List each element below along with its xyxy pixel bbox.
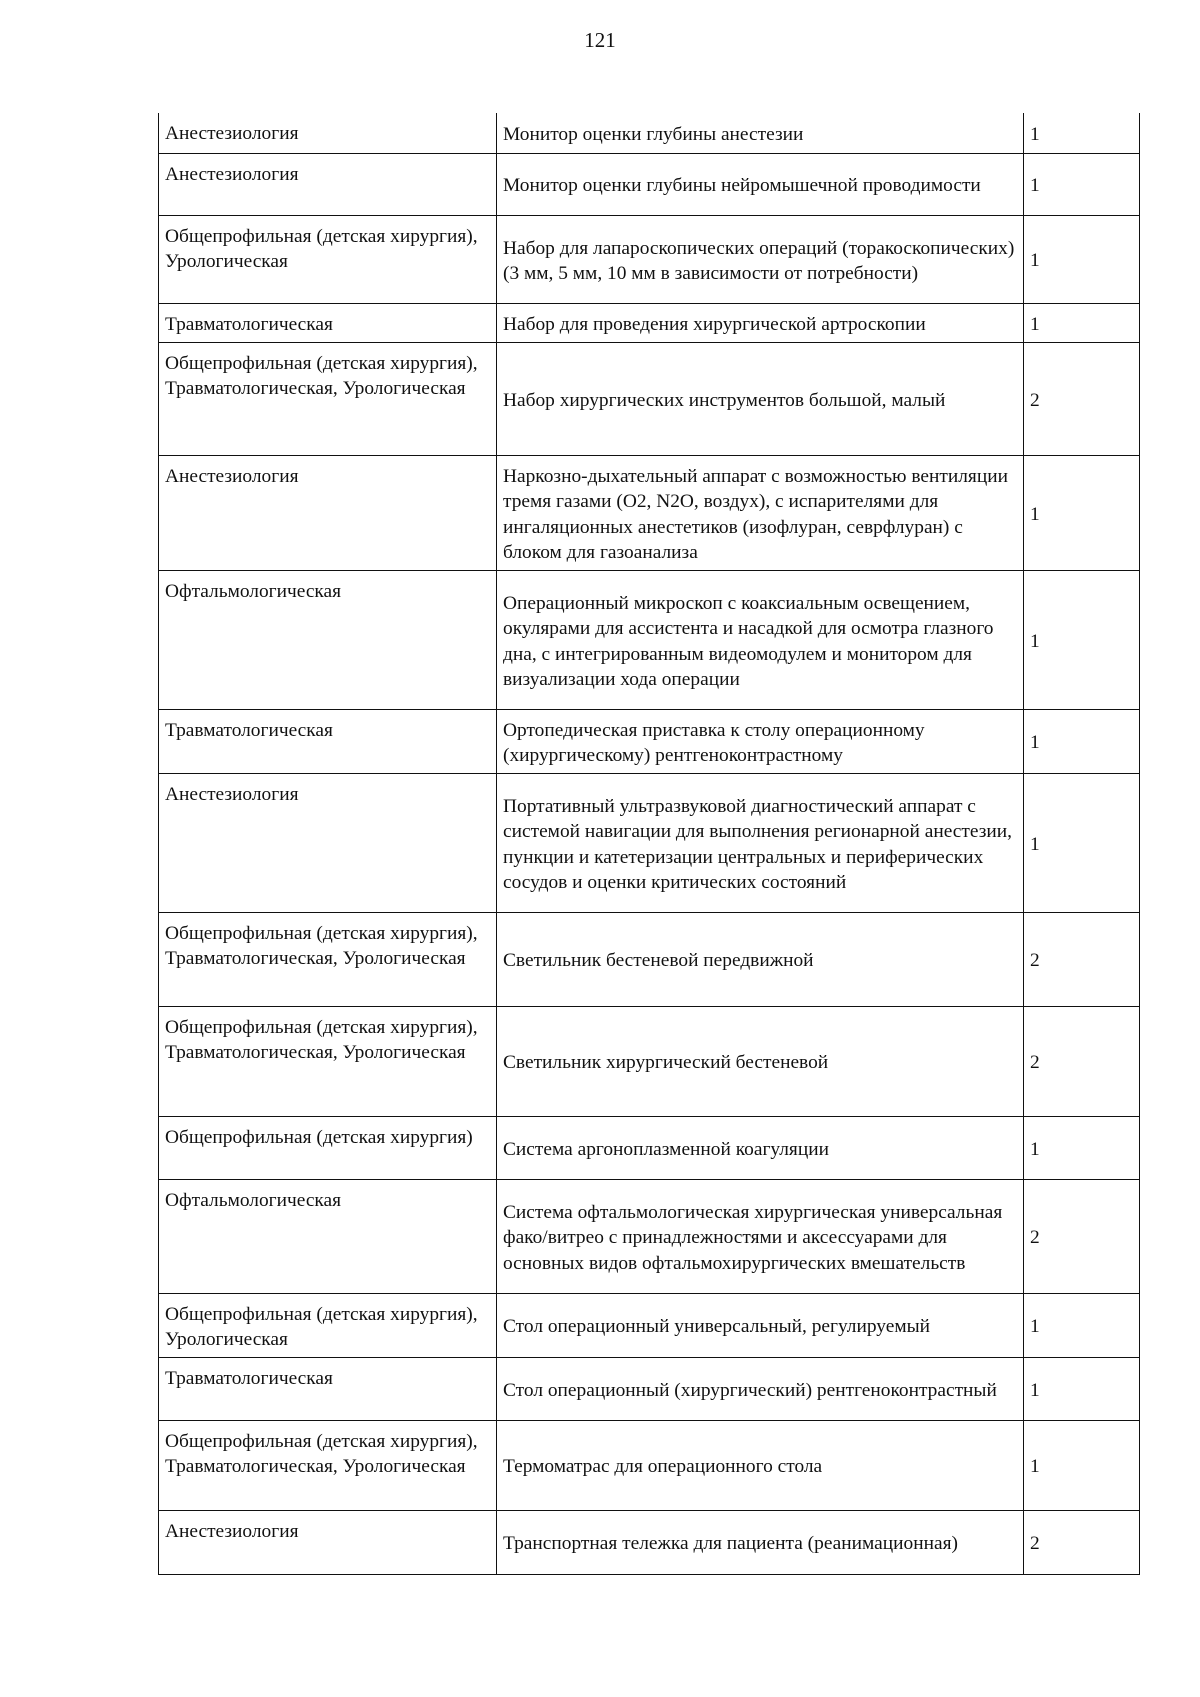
- department-cell: Анестезиология: [159, 113, 497, 153]
- quantity-cell: 2: [1024, 342, 1140, 455]
- table-row: [159, 912, 1140, 1006]
- quantity-cell: 1: [1024, 113, 1140, 153]
- department-cell: Анестезиология: [159, 455, 497, 570]
- department-cell: Общепрофильная (детская хирургия), Урологическая: [159, 1293, 497, 1357]
- table-row: [159, 455, 1140, 570]
- quantity-cell: 1: [1024, 303, 1140, 342]
- table-row: [159, 113, 1140, 153]
- department-cell: Общепрофильная (детская хирургия): [159, 1116, 497, 1179]
- equipment-item-cell: Система аргоноплазменной коагуляции: [497, 1116, 1024, 1179]
- department-cell: Офтальмологическая: [159, 570, 497, 709]
- department-cell: Анестезиология: [159, 773, 497, 912]
- department-cell: Анестезиология: [159, 1510, 497, 1574]
- table-row: [159, 1420, 1140, 1510]
- equipment-item-cell: Транспортная тележка для пациента (реанимационная): [497, 1510, 1024, 1574]
- quantity-cell: 2: [1024, 1179, 1140, 1293]
- table-row: [159, 215, 1140, 303]
- quantity-cell: 2: [1024, 1006, 1140, 1116]
- quantity-cell: 1: [1024, 455, 1140, 570]
- quantity-cell: 2: [1024, 912, 1140, 1006]
- table-row: [159, 1357, 1140, 1420]
- quantity-cell: 1: [1024, 709, 1140, 773]
- equipment-item-cell: Стол операционный универсальный, регулируемый: [497, 1293, 1024, 1357]
- table-row: [159, 570, 1140, 709]
- equipment-item-cell: Монитор оценки глубины анестезии: [497, 113, 1024, 153]
- quantity-cell: 1: [1024, 773, 1140, 912]
- equipment-item-cell: Набор для проведения хирургической артроскопии: [497, 303, 1024, 342]
- department-cell: Травматологическая: [159, 1357, 497, 1420]
- table-row: [159, 1510, 1140, 1574]
- equipment-item-cell: Операционный микроскоп с коаксиальным освещением, окулярами для ассистента и насадкой для осмотра глазного дна, с интегрированным видеомодулем и монитором для визуализации хода операции: [497, 570, 1024, 709]
- quantity-cell: 1: [1024, 570, 1140, 709]
- equipment-item-cell: Набор хирургических инструментов большой, малый: [497, 342, 1024, 455]
- quantity-cell: 1: [1024, 1357, 1140, 1420]
- equipment-item-cell: Светильник хирургический бестеневой: [497, 1006, 1024, 1116]
- quantity-cell: 1: [1024, 1293, 1140, 1357]
- department-cell: Общепрофильная (детская хирургия), Травматологическая, Урологическая: [159, 912, 497, 1006]
- table-row: [159, 1179, 1140, 1293]
- department-cell: Общепрофильная (детская хирургия), Урологическая: [159, 215, 497, 303]
- table-row: [159, 1293, 1140, 1357]
- table-body: [159, 113, 1140, 1574]
- equipment-item-cell: Система офтальмологическая хирургическая универсальная фако/витрео с принадлежностями и аксессуарами для основных видов офтальмохирургических вмешательств: [497, 1179, 1024, 1293]
- equipment-item-cell: Набор для лапароскопических операций (торакоскопических) (3 мм, 5 мм, 10 мм в зависимости от потребности): [497, 215, 1024, 303]
- table-row: [159, 773, 1140, 912]
- department-cell: Общепрофильная (детская хирургия), Травматологическая, Урологическая: [159, 1420, 497, 1510]
- table-row: [159, 1116, 1140, 1179]
- equipment-item-cell: Ортопедическая приставка к столу операционному (хирургическому) рентгеноконтрастному: [497, 709, 1024, 773]
- equipment-item-cell: Монитор оценки глубины нейромышечной проводимости: [497, 153, 1024, 215]
- table-row: [159, 1006, 1140, 1116]
- equipment-item-cell: Портативный ультразвуковой диагностический аппарат с системой навигации для выполнения регионарной анестезии, пункции и катетеризации центральных и периферических сосудов и оценки критических состояний: [497, 773, 1024, 912]
- equipment-table: [158, 113, 1140, 1575]
- department-cell: Травматологическая: [159, 303, 497, 342]
- table-row: [159, 709, 1140, 773]
- department-cell: Травматологическая: [159, 709, 497, 773]
- department-cell: Общепрофильная (детская хирургия), Травматологическая, Урологическая: [159, 342, 497, 455]
- quantity-cell: 1: [1024, 153, 1140, 215]
- table-row: [159, 303, 1140, 342]
- table-row: [159, 153, 1140, 215]
- department-cell: Анестезиология: [159, 153, 497, 215]
- quantity-cell: 1: [1024, 1116, 1140, 1179]
- quantity-cell: 2: [1024, 1510, 1140, 1574]
- equipment-item-cell: Стол операционный (хирургический) рентгеноконтрастный: [497, 1357, 1024, 1420]
- quantity-cell: 1: [1024, 215, 1140, 303]
- department-cell: Общепрофильная (детская хирургия), Травматологическая, Урологическая: [159, 1006, 497, 1116]
- department-cell: Офтальмологическая: [159, 1179, 497, 1293]
- equipment-item-cell: Термоматрас для операционного стола: [497, 1420, 1024, 1510]
- page-number: 121: [584, 28, 616, 52]
- equipment-item-cell: Светильник бестеневой передвижной: [497, 912, 1024, 1006]
- table-row: [159, 342, 1140, 455]
- quantity-cell: 1: [1024, 1420, 1140, 1510]
- equipment-item-cell: Наркозно-дыхательный аппарат с возможностью вентиляции тремя газами (О2, N2O, воздух), с испарителями для ингаляционных анестетиков (изофлуран, севрфлуран) с блоком для газоанализа: [497, 455, 1024, 570]
